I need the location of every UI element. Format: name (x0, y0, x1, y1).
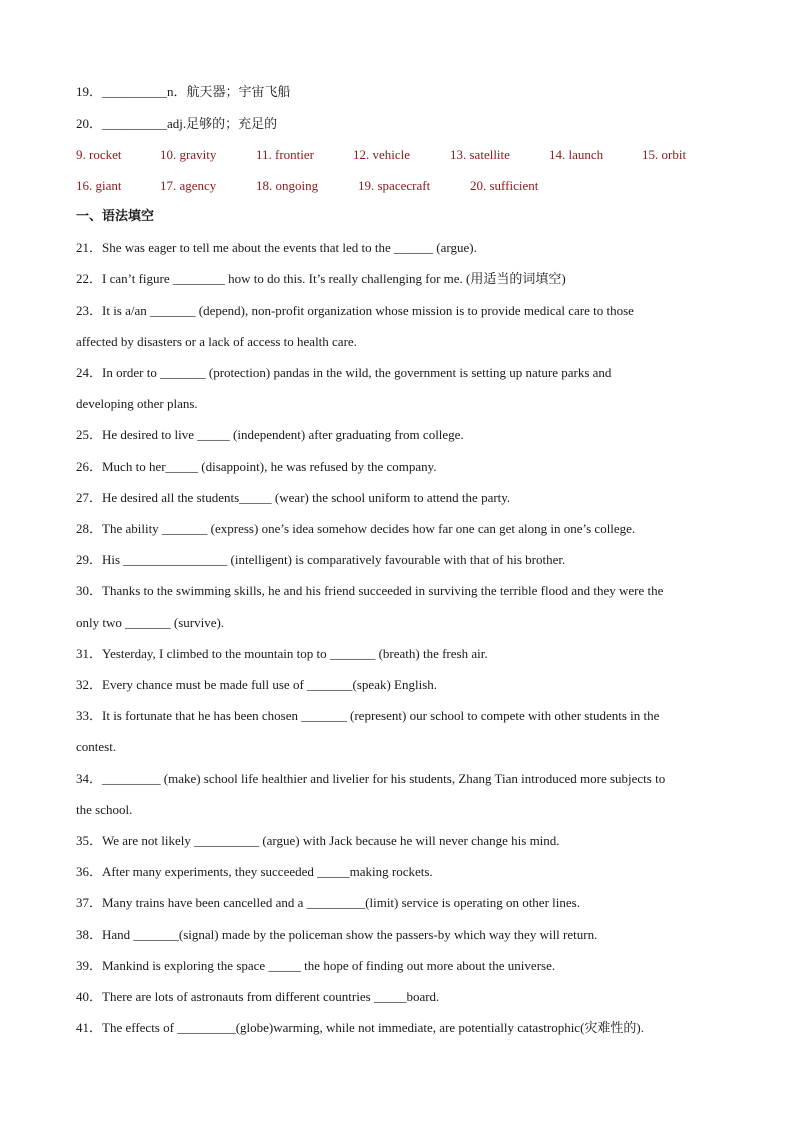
answer-17: 17. agency (160, 178, 217, 193)
question-22: 22．I can’t figure ________ how to do this. It’s really challenging for me. (用适当的词填空) (76, 271, 566, 286)
question-32: 32．Every chance must be made full use of _______(speak) English. (76, 677, 438, 692)
question-34-continued: the school. (76, 802, 133, 817)
question-36: 36．After many experiments, they succeeded _____making rockets. (76, 864, 433, 879)
question-25: 25．He desired to live _____ (independent) after graduating from college. (76, 427, 464, 442)
question-37: 37．Many trains have been cancelled and a _________(limit) service is operating on other lines. (76, 895, 580, 910)
question-35: 35．We are not likely __________ (argue) with Jack because he will never change his mind. (76, 833, 560, 848)
question-30: 30．Thanks to the swimming skills, he and his friend succeeded in surviving the terrible flood and they were the (76, 583, 664, 598)
question-23-continued: affected by disasters or a lack of access to health care. (76, 334, 357, 349)
question-31: 31．Yesterday, I climbed to the mountain top to _______ (breath) the fresh air. (76, 646, 488, 661)
vocab-item-19: 19．__________n．航天器；宇宙飞船 (76, 84, 291, 99)
question-40: 40．There are lots of astronauts from different countries _____board. (76, 989, 440, 1004)
answer-10: 10. gravity (160, 147, 217, 162)
answer-15: 15. orbit (642, 147, 687, 162)
answer-18: 18. ongoing (256, 178, 319, 193)
answer-14: 14. launch (549, 147, 604, 162)
question-33-continued: contest. (76, 739, 117, 754)
question-24-continued: developing other plans. (76, 396, 198, 411)
question-38: 38．Hand _______(signal) made by the policeman show the passers-by which way they will return. (76, 927, 598, 942)
question-28: 28．The ability _______ (express) one’s idea somehow decides how far one can get along in one’s college. (76, 521, 636, 536)
section-heading: 一、语法填空 (76, 209, 155, 224)
answer-13: 13. satellite (450, 147, 510, 162)
question-27: 27．He desired all the students_____ (wear) the school uniform to attend the party. (76, 490, 511, 505)
question-24: 24．In order to _______ (protection) pandas in the wild, the government is setting up nature parks and (76, 365, 612, 380)
question-34: 34．_________ (make) school life healthier and livelier for his students, Zhang Tian introduced more subjects to (76, 771, 666, 786)
question-29: 29．His ________________ (intelligent) is comparatively favourable with that of his brother. (76, 552, 566, 567)
answer-16: 16. giant (76, 178, 122, 193)
answer-19: 19. spacecraft (358, 178, 431, 193)
question-33: 33．It is fortunate that he has been chosen _______ (represent) our school to compete with other students in the (76, 708, 660, 723)
answer-12: 12. vehicle (353, 147, 411, 162)
question-39: 39．Mankind is exploring the space _____ the hope of finding out more about the universe. (76, 958, 556, 973)
question-21: 21．She was eager to tell me about the events that led to the ______ (argue). (76, 240, 477, 255)
question-30-continued: only two _______ (survive). (76, 615, 225, 630)
answer-11: 11. frontier (256, 147, 314, 162)
question-41: 41．The effects of _________(globe)warming, while not immediate, are potentially catastrophic(灾难性的). (76, 1020, 644, 1035)
answer-20: 20. sufficient (470, 178, 539, 193)
answer-9: 9. rocket (76, 147, 122, 162)
question-23: 23．It is a/an _______ (depend), non-profit organization whose mission is to provide medical care to those (76, 303, 634, 318)
vocab-item-20: 20．__________adj.足够的；充足的 (76, 116, 278, 131)
question-26: 26．Much to her_____ (disappoint), he was refused by the company. (76, 459, 437, 474)
